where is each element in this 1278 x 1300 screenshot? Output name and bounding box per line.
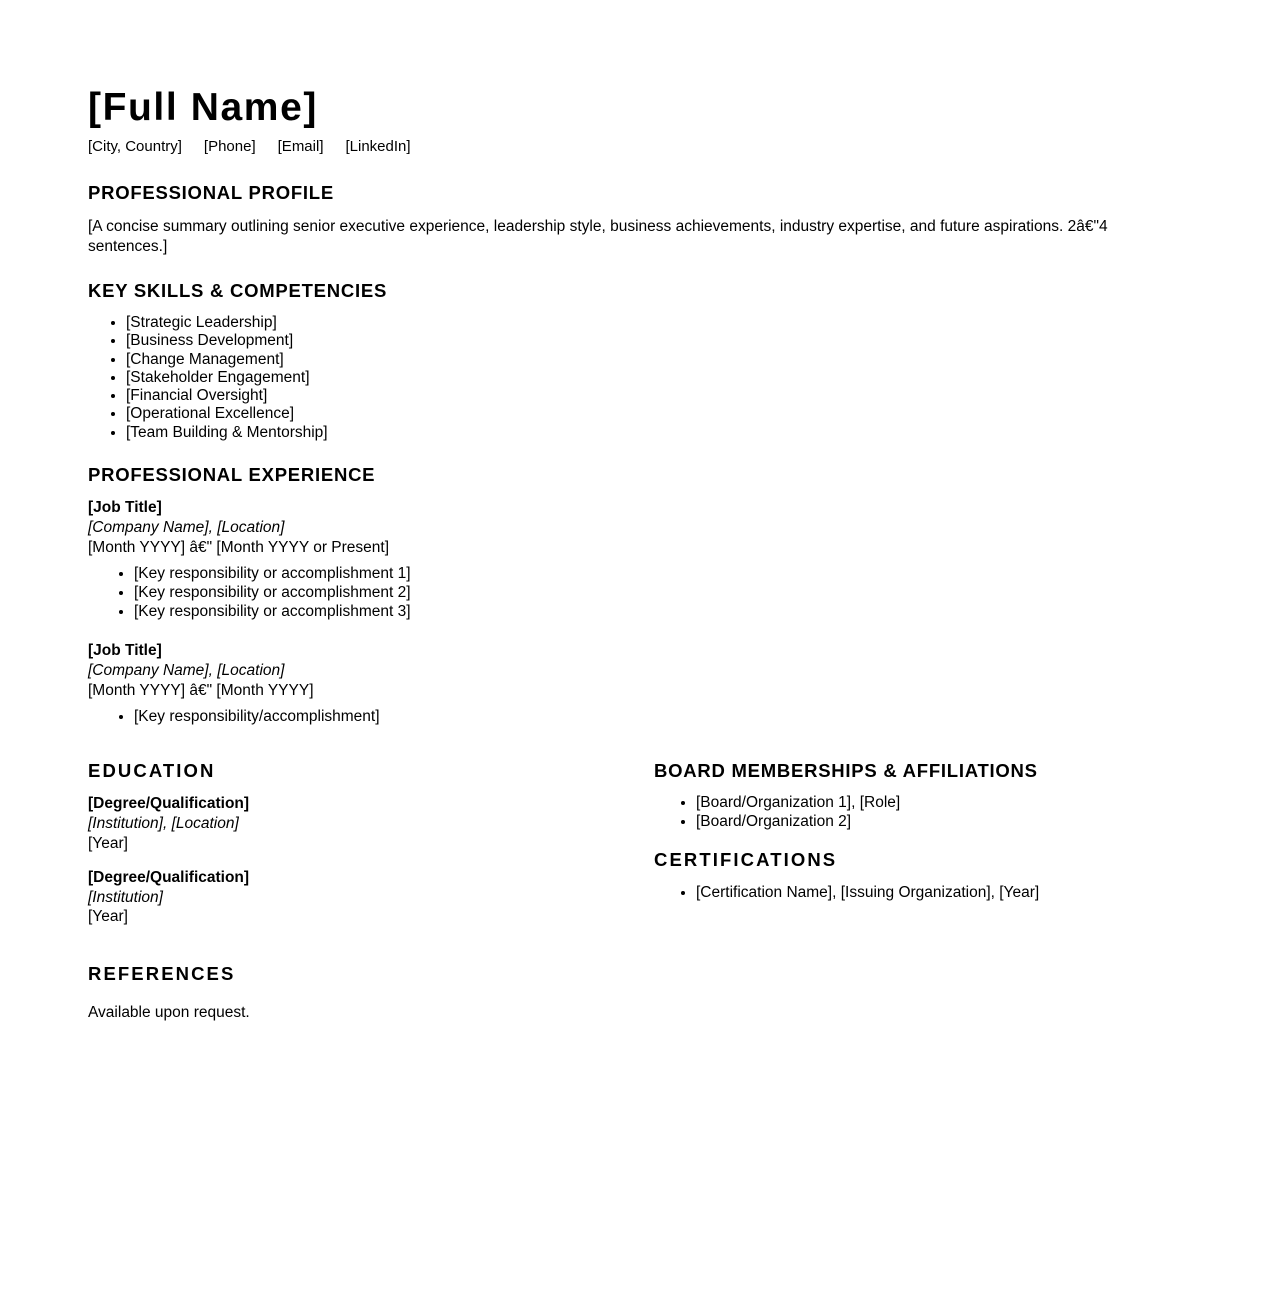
contact-location: [City, Country] <box>88 137 182 155</box>
job-bullets-list <box>88 707 1145 726</box>
education-institution: [Institution] <box>88 888 163 906</box>
list-item: • [Financial Oversight] <box>126 387 1145 405</box>
boards-list <box>654 794 1145 831</box>
list-item: • [Strategic Leadership] <box>126 314 1145 332</box>
section-board-memberships <box>654 760 1145 831</box>
education-degree: [Degree/Qualification] <box>88 795 250 813</box>
section-professional-profile <box>88 182 1145 257</box>
list-item: • [Operational Excellence] <box>126 405 1145 423</box>
section-heading-profile: PROFESSIONAL PROFILE <box>88 182 334 204</box>
job-dates: [Month YYYY] â€" [Month YYYY or Present] <box>88 538 390 556</box>
column-left <box>88 760 654 1024</box>
education-degree: [Degree/Qualification] <box>88 868 250 886</box>
list-item: • [Key responsibility/accomplishment] <box>134 707 1145 726</box>
section-professional-experience <box>88 464 1145 726</box>
list-item: • [Board/Organization 1], [Role] <box>696 794 1145 813</box>
section-certifications <box>654 849 1145 902</box>
references-text: Available upon request. <box>88 1004 250 1022</box>
contact-line <box>88 137 1145 157</box>
column-right <box>654 760 1145 902</box>
list-item: • [Key responsibility or accomplishment 1] <box>134 564 1145 583</box>
education-entry <box>88 794 654 853</box>
section-heading-skills: KEY SKILLS & COMPETENCIES <box>88 279 388 301</box>
section-key-skills <box>88 280 1145 442</box>
profile-summary-text: [A concise summary outlining senior executive experience, leadership style, business achievements, industry expertise, and future aspirations. 2â€"4 sentences.] <box>88 217 1108 256</box>
section-references <box>88 963 654 1024</box>
section-heading-education: EDUCATION <box>88 760 216 782</box>
list-item: • [Business Development] <box>126 332 1145 350</box>
job-company: [Company Name], [Location] <box>88 662 285 680</box>
skills-list <box>88 314 1145 442</box>
experience-entry <box>88 641 1145 726</box>
job-title: [Job Title] <box>88 642 162 660</box>
education-entry <box>88 868 654 927</box>
list-item: • [Board/Organization 2] <box>696 813 1145 832</box>
spacer <box>654 831 1145 849</box>
list-item: • [Team Building & Mentorship] <box>126 424 1145 442</box>
job-title: [Job Title] <box>88 499 162 517</box>
job-bullets-list <box>88 564 1145 622</box>
education-year: [Year] <box>88 908 128 926</box>
two-column-region <box>88 760 1145 1024</box>
section-heading-references: REFERENCES <box>88 963 236 985</box>
section-heading-experience: PROFESSIONAL EXPERIENCE <box>88 464 376 485</box>
section-heading-boards: BOARD MEMBERSHIPS & AFFILIATIONS <box>654 760 1038 782</box>
list-item: • [Change Management] <box>126 351 1145 369</box>
experience-entry <box>88 498 1145 621</box>
job-dates: [Month YYYY] â€" [Month YYYY] <box>88 681 314 699</box>
resume-header <box>88 88 1145 156</box>
page-title: [Full Name] <box>88 86 318 129</box>
section-heading-certifications: CERTIFICATIONS <box>654 849 838 871</box>
list-item: • [Certification Name], [Issuing Organization], [Year] <box>696 884 1145 903</box>
list-item: • [Stakeholder Engagement] <box>126 369 1145 387</box>
contact-linkedin: [LinkedIn] <box>345 137 411 155</box>
list-item: • [Key responsibility or accomplishment 3] <box>134 602 1145 621</box>
contact-email: [Email] <box>277 137 324 155</box>
contact-phone: [Phone] <box>203 137 256 155</box>
section-education <box>88 760 654 927</box>
certifications-list <box>654 884 1145 903</box>
list-item: • [Key responsibility or accomplishment 2] <box>134 583 1145 602</box>
education-year: [Year] <box>88 834 128 852</box>
job-company: [Company Name], [Location] <box>88 519 285 537</box>
education-institution: [Institution], [Location] <box>88 815 239 833</box>
